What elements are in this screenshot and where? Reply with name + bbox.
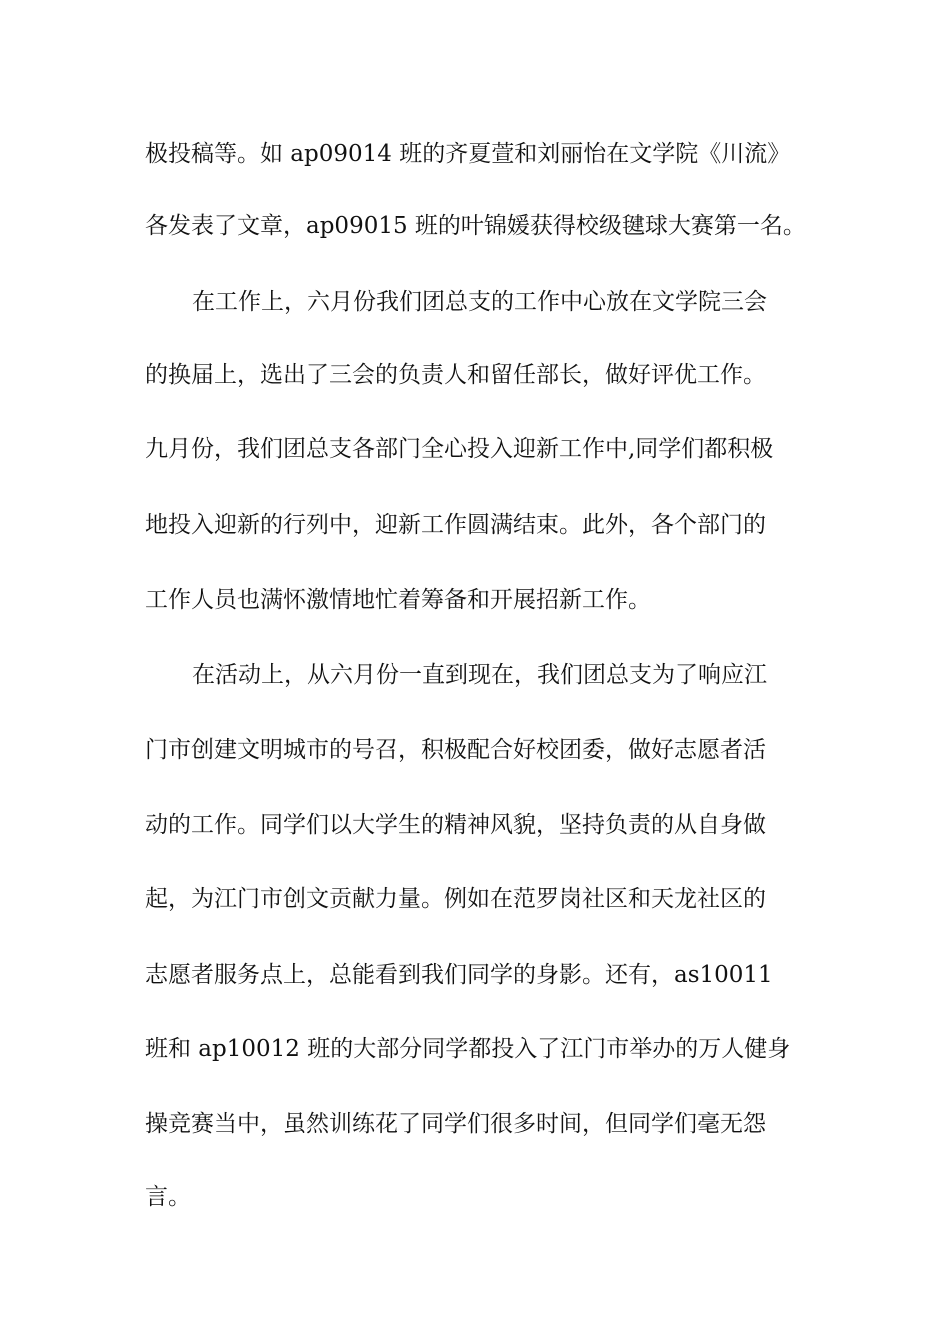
text-line: 起，为江门市创文贡献力量。例如在范罗岗社区和天龙社区的: [145, 886, 766, 912]
text-line: 工作人员也满怀激情地忙着筹备和开展招新工作。: [145, 587, 651, 613]
text-line: 门市创建文明城市的号召，积极配合好校团委，做好志愿者活: [145, 737, 766, 763]
text-line: 的换届上，选出了三会的负责人和留任部长，做好评优工作。: [145, 362, 766, 388]
text-line: 言。: [145, 1184, 191, 1210]
text-line: 志愿者服务点上，总能看到我们同学的身影。还有，as10011: [145, 962, 773, 988]
text-line: 九月份，我们团总支各部门全心投入迎新工作中,同学们都积极: [145, 436, 774, 462]
text-line: 极投稿等。如 ap09014 班的齐夏萱和刘丽怡在文学院《川流》: [145, 141, 791, 167]
text-line: 操竞赛当中，虽然训练花了同学们很多时间，但同学们毫无怨: [145, 1111, 766, 1137]
text-line: 动的工作。同学们以大学生的精神风貌，坚持负责的从自身做: [145, 812, 766, 838]
paragraph-start-line: 在工作上，六月份我们团总支的工作中心放在文学院三会: [192, 289, 767, 315]
text-line: 各发表了文章，ap09015 班的叶锦媛获得校级毽球大赛第一名。: [145, 213, 806, 239]
paragraph-start-line: 在活动上，从六月份一直到现在，我们团总支为了响应江: [192, 662, 767, 688]
text-line: 地投入迎新的行列中，迎新工作圆满结束。此外，各个部门的: [145, 512, 766, 538]
text-line: 班和 ap10012 班的大部分同学都投入了江门市举办的万人健身: [145, 1036, 791, 1062]
